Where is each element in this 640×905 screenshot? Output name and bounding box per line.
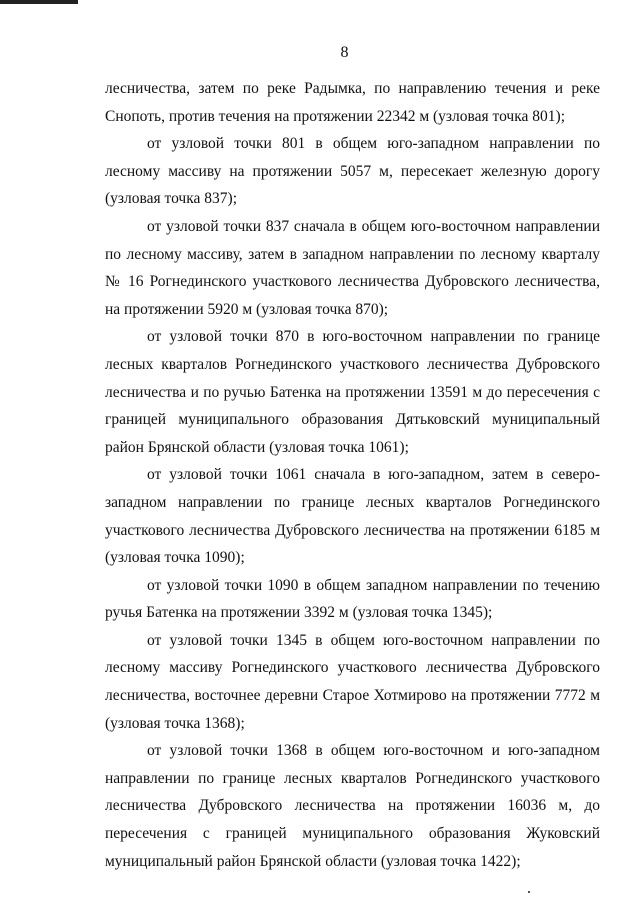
paragraph-point-1090: от узловой точки 1090 в общем западном направлении по течению ручья Батенка на протяжении 3392 м (узловая точка 1345); xyxy=(105,576,600,622)
paragraph-point-1061: от узловой точки 1061 сначала в юго-западном, затем в северо-западном направлении по границе лесных кварталов Рогнединского участкового лесничества Дубровского лесничества на протяжении 6185 м (узловая точка 1090); xyxy=(105,466,600,567)
document-body xyxy=(105,75,600,875)
scan-speck xyxy=(528,891,530,893)
top-edge-mark xyxy=(0,0,78,4)
paragraph-point-1345: от узловой точки 1345 в общем юго-восточном направлении по лесному массиву Рогнединского участкового лесничества Дубровского лесничества, восточнее деревни Старое Хотмирово на протяжении 7772 м (узловая точка 1368); xyxy=(105,631,600,732)
page-number: 8 xyxy=(340,44,349,61)
paragraph-point-870: от узловой точки 870 в юго-восточном направлении по границе лесных кварталов Рогнединского участкового лесничества Дубровского лесничества и по ручью Батенка на протяжении 13591 м до пересечения с границей муниципального образования Дятьковский муниципальный район Брянской области (узловая точка 1061); xyxy=(105,328,600,456)
paragraph-point-801: от узловой точки 801 в общем юго-западном направлении по лесному массиву на протяжении 5057 м, пересекает железную дорогу (узловая точка 837); xyxy=(105,135,600,208)
paragraph-point-1368: от узловой точки 1368 в общем юго-восточном и юго-западном направлении по границе лесных кварталов Рогнединского участкового лесничества Дубровского лесничества на протяжении 16036 м, до пересечения с границей муниципального образования Жуковский муниципальный район Брянской области (узловая точка 1422); xyxy=(105,742,600,870)
paragraph-point-837: от узловой точки 837 сначала в общем юго-восточном направлении по лесному массиву, затем в западном направлении по лесному кварталу № 16 Рогнединского участкового лесничества Дубровского лесничества, на протяжении 5920 м (узловая точка 870); xyxy=(105,217,600,318)
paragraph-continuation: лесничества, затем по реке Радымка, по направлению течения и реке Снопоть, против течения на протяжении 22342 м (узловая точка 801); xyxy=(105,80,600,125)
